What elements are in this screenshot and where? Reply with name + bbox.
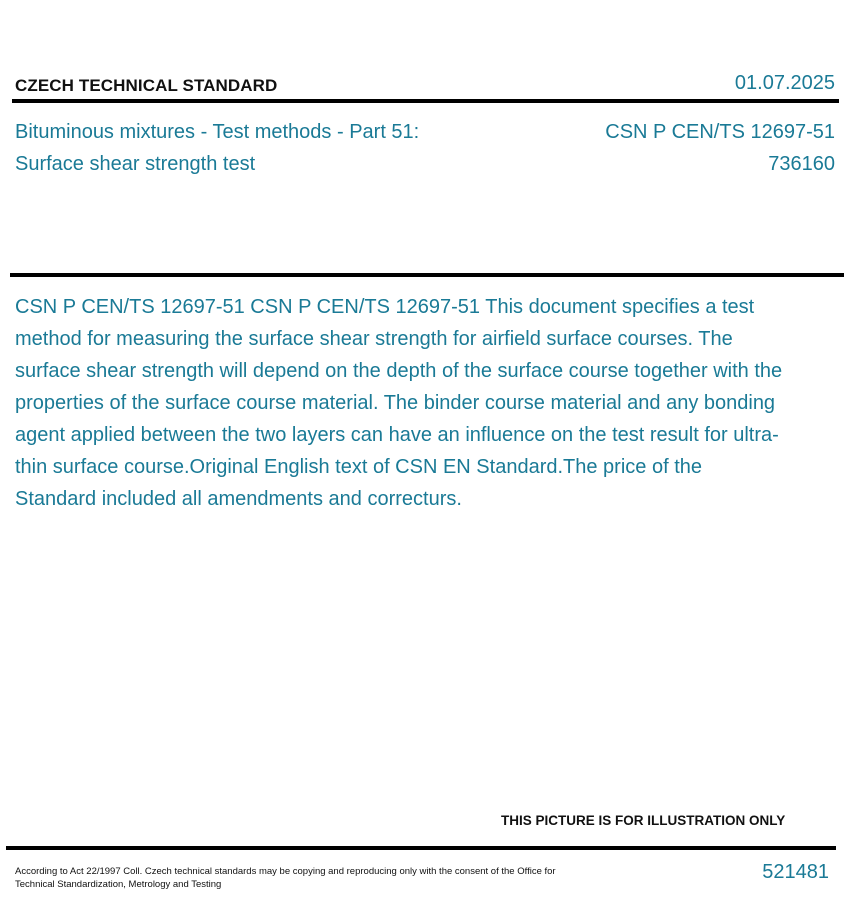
document-id: 521481: [762, 861, 829, 883]
abstract-text: CSN P CEN/TS 12697-51 CSN P CEN/TS 12697-51 This document specifies a test method for measuring the surface shear strength for airfield surface courses. The surface shear strength will depend on the depth of the surface course together with the properties of the surface course material. The binder course material and any bonding agent applied between the two layers can have an influence on the test result for ultra-thin surface course.Original English text of CSN EN Standard.The price of the Standard included all amendments and correcturs.: [15, 296, 783, 510]
standard-type-heading: CZECH TECHNICAL STANDARD: [15, 76, 278, 95]
standard-code: CSN P CEN/TS 12697-51: [605, 121, 835, 143]
title-divider: [10, 273, 844, 277]
catalog-number: 736160: [768, 153, 835, 175]
legal-notice: According to Act 22/1997 Coll. Czech technical standards may be copying and reproducing only with the consent of the Office for Technical Standardization, Metrology and Testing: [15, 866, 556, 890]
illustration-note: THIS PICTURE IS FOR ILLUSTRATION ONLY: [501, 813, 786, 828]
header-divider: [12, 99, 839, 103]
footer-divider: [6, 846, 836, 850]
document-title: Bituminous mixtures - Test methods - Part 51: Surface shear strength test: [15, 121, 420, 175]
document-code-block: [605, 116, 835, 180]
publication-date: 01.07.2025: [734, 72, 835, 94]
